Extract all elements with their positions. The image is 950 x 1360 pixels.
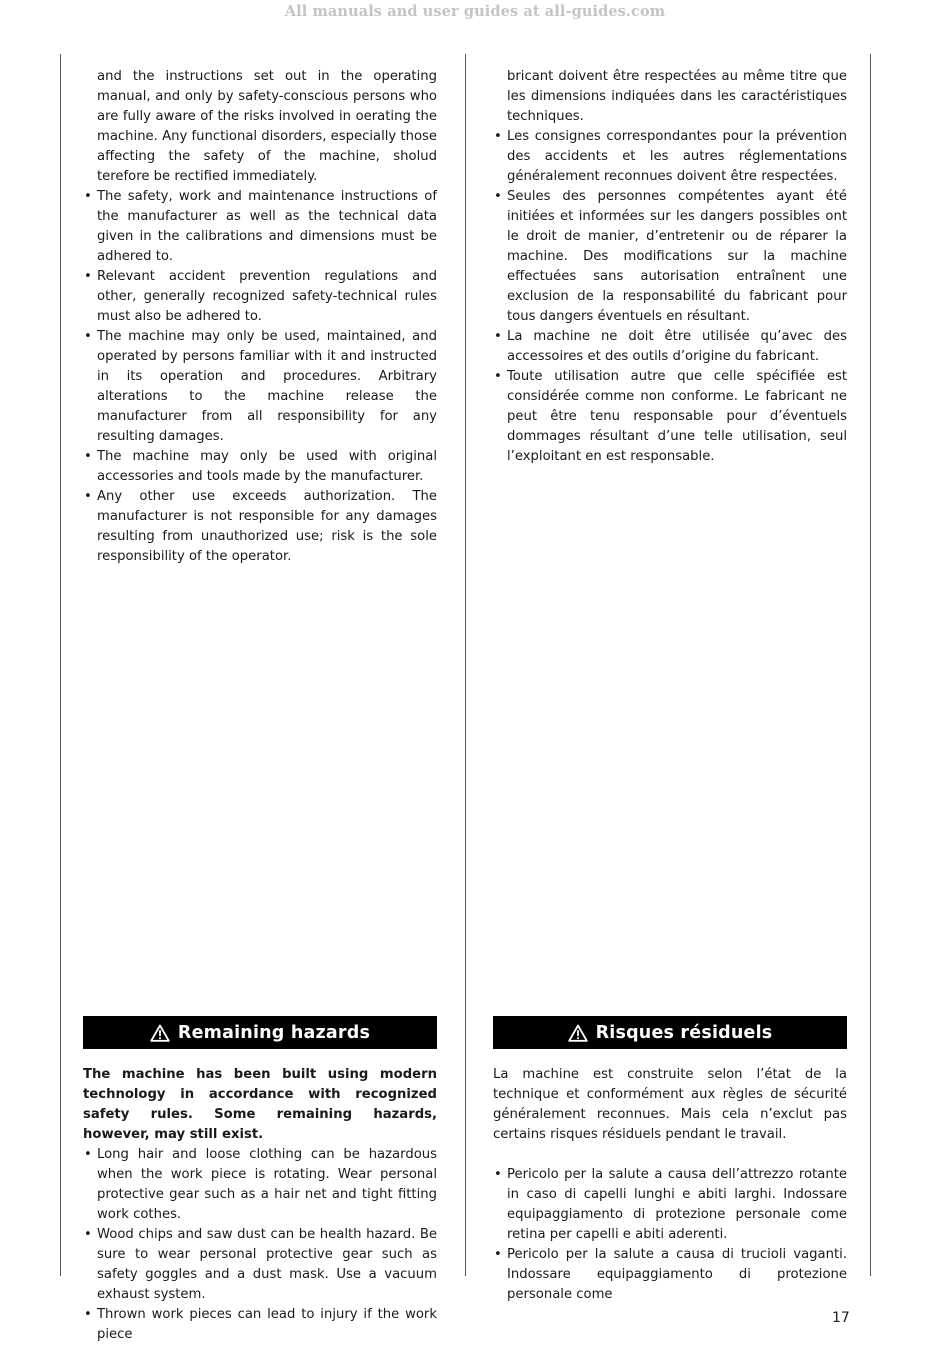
section-heading-text: Risques résiduels (595, 1022, 773, 1043)
list-item: • Thrown work pieces can lead to injury if the work piece (83, 1305, 437, 1345)
list-item: • Seules des personnes compétentes ayant été initiées et informées sur les dangers possibles ont le droit de manier, d’entretenir ou de réparer la machine. Des modifications sur la machine effectuées sans autorisation entraînent une exclusion de la responsabilité du fabricant pour tous dangers éventuels en résultant. (493, 187, 847, 327)
list-item: • Any other use exceeds authorization. The manufacturer is not responsible for any damages resulting from unauthorized use; risk is the sole responsibility of the operator. (83, 487, 437, 567)
list-item: • Wood chips and saw dust can be health hazard. Be sure to wear personal protective gear such as safety goggles and a dust mask. Use a vacuum exhaust system. (83, 1225, 437, 1305)
left-bottom-column (83, 1065, 437, 1345)
bullet-list (83, 1145, 437, 1345)
list-item: • Pericolo per la salute a causa di trucioli vaganti. Indossare equipaggiamento di protezione personale come (493, 1245, 847, 1305)
list-item: • Pericolo per la salute a causa dell’attrezzo rotante in caso di capelli lunghi e abiti larghi. Indossare equipaggiamento di protezione personale come retina per capelli e abiti aderenti. (493, 1165, 847, 1245)
column-rule-left (60, 54, 61, 1276)
warning-triangle-icon (150, 1024, 170, 1042)
list-item: • Toute utilisation autre que celle spécifiée est considérée comme non conforme. Le fabricant ne peut être tenu responsable pour d’éventuels dommages résultant d’une telle utilisation, seul l’exploitant en est responsable. (493, 367, 847, 467)
list-item: • Les consignes correspondantes pour la prévention des accidents et les autres réglementations généralement reconnues doivent être respectées. (493, 127, 847, 187)
right-top-column (493, 67, 847, 467)
list-item: • The machine may only be used, maintained, and operated by persons familiar with it and instructed in its operation and procedures. Arbitrary alterations to the machine release the manufacturer from all responsibility for any resulting damages. (83, 327, 437, 447)
list-item: • La machine ne doit être utilisée qu’avec des accessoires et des outils d’origine du fabricant. (493, 327, 847, 367)
continuation-paragraph: and the instructions set out in the operating manual, and only by safety-conscious persons who are fully aware of the risks involved in oerating the machine. Any functional disorders, especially those affecting the safety of the machine, sholud terefore be rectified immediately. (97, 69, 437, 184)
bullet-list (493, 1165, 847, 1305)
list-item: • The safety, work and maintenance instructions of the manufacturer as well as the technical data given in the calibrations and dimensions must be adhered to. (83, 187, 437, 267)
column-rule-middle (465, 54, 466, 1276)
watermark: All manuals and user guides at all-guides.com (284, 3, 666, 20)
lead-paragraph: La machine est construite selon l’état de la technique et conformément aux règles de sécurité généralement reconnues. Mais cela n’exclut pas certains risques résiduels pendant le travail. (493, 1067, 847, 1142)
list-item: • The machine may only be used with original accessories and tools made by the manufacturer. (83, 447, 437, 487)
left-top-column (83, 67, 437, 567)
lead-paragraph: The machine has been built using modern technology in accordance with recognized safety rules. Some remaining hazards, however, may still exist. (83, 1067, 437, 1142)
bullet-list (493, 127, 847, 467)
list-item: • Long hair and loose clothing can be hazardous when the work piece is rotating. Wear personal protective gear such as a hair net and tight fitting work cothes. (83, 1145, 437, 1225)
bullet-list (83, 187, 437, 567)
list-item: • Relevant accident prevention regulations and other, generally recognized safety-technical rules must also be adhered to. (83, 267, 437, 327)
continuation-paragraph: bricant doivent être respectées au même titre que les dimensions indiquées dans les caractéristiques techniques. (507, 69, 847, 124)
section-heading-remaining-hazards (83, 1016, 437, 1049)
page-number: 17 (832, 1310, 850, 1326)
column-rule-right (870, 54, 871, 1276)
warning-triangle-icon (568, 1024, 588, 1042)
section-heading-risques-residuels (493, 1016, 847, 1049)
section-heading-text: Remaining hazards (177, 1022, 371, 1043)
right-bottom-column (493, 1065, 847, 1305)
